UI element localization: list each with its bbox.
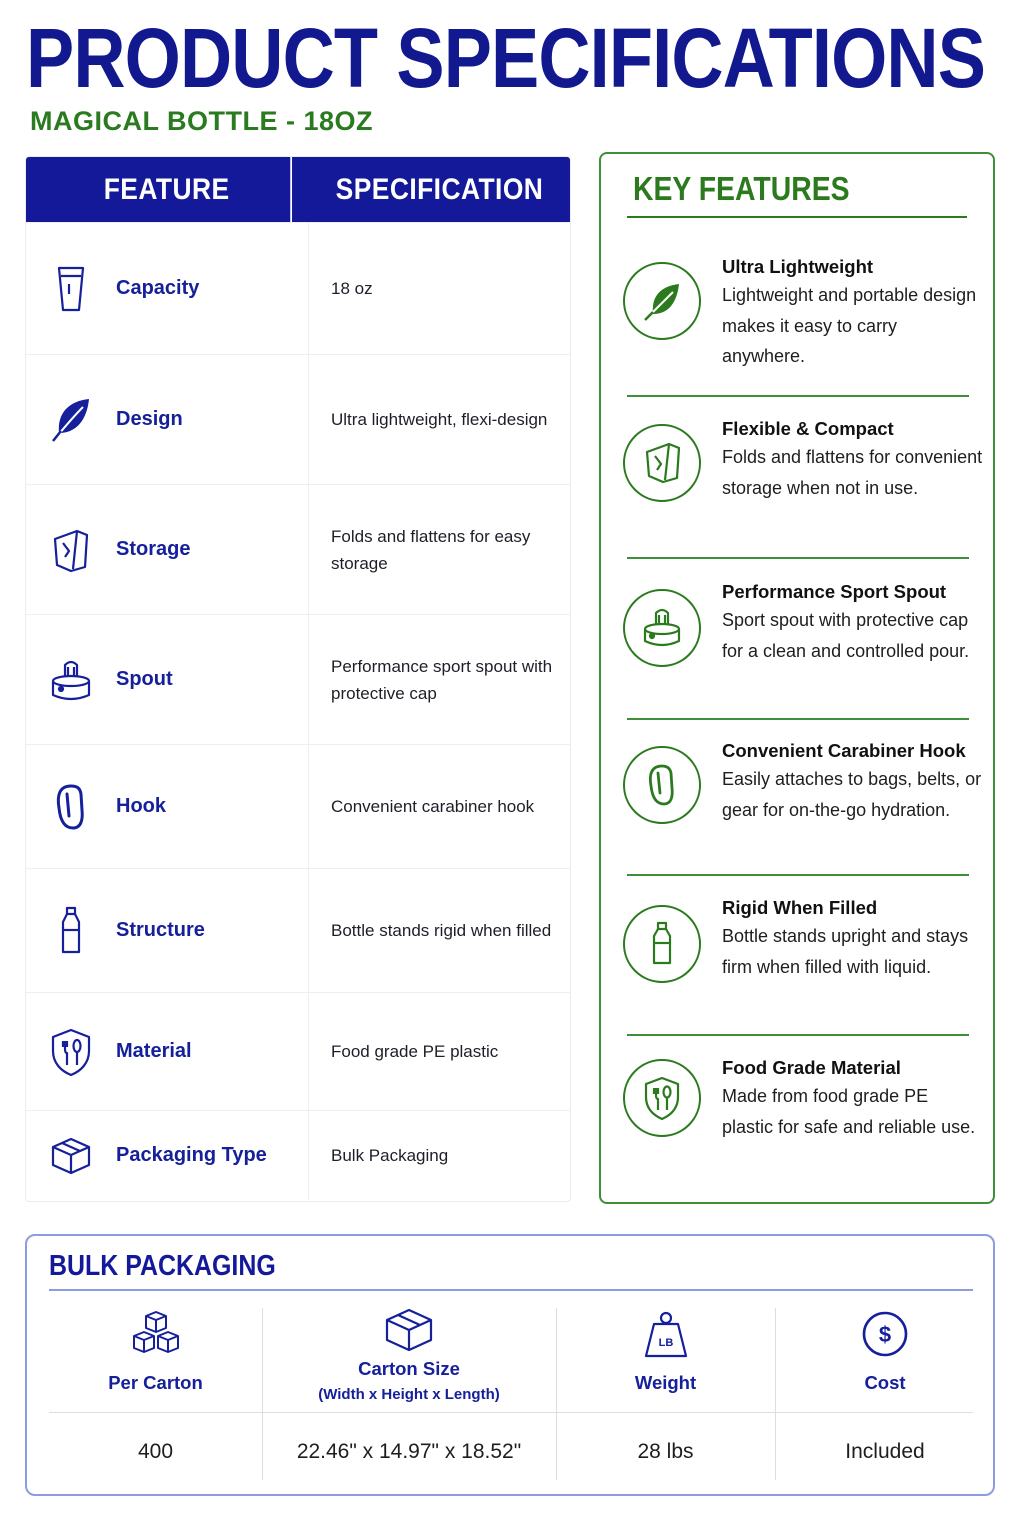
cup-icon <box>26 264 116 314</box>
feature-name: Hook <box>116 795 166 817</box>
spec-table-header <box>26 157 570 222</box>
box-icon <box>262 1304 556 1360</box>
spec-value: Folds and flattens for easy storage <box>331 526 531 573</box>
stacked-boxes-icon <box>49 1308 262 1364</box>
bulk-label: Weight <box>634 1372 697 1393</box>
key-features-panel <box>599 152 995 1204</box>
feature-heading: Rigid When Filled <box>722 897 878 918</box>
feature-description: Easily attaches to bags, belts, or gear for on-the-go hydration. <box>722 769 982 820</box>
key-features-title: KEY FEATURES <box>633 170 850 207</box>
feature-description: Bottle stands upright and stays firm when filled with liquid. <box>722 926 969 977</box>
feature-name: Structure <box>116 919 205 941</box>
spec-value: 18 oz <box>331 279 373 298</box>
feature-description: Lightweight and portable design makes it easy to carry anywhere. <box>722 285 977 366</box>
bulk-label: Carton Size <box>358 1358 460 1379</box>
divider <box>627 874 969 876</box>
table-row <box>26 744 570 868</box>
bulk-value: 22.46" x 14.97" x 18.52" <box>296 1440 522 1463</box>
table-row <box>26 614 570 744</box>
feature-heading: Performance Sport Spout <box>722 581 947 602</box>
spec-value: Bottle stands rigid when filled <box>331 921 552 940</box>
spout-cap-icon <box>623 589 701 667</box>
shield-utensils-icon <box>26 1027 116 1077</box>
weight-lb-icon <box>556 1308 775 1364</box>
feature-name: Material <box>116 1040 192 1062</box>
bulk-column-carton-size <box>262 1296 556 1486</box>
divider <box>49 1289 973 1291</box>
divider <box>627 395 969 397</box>
feature-heading: Convenient Carabiner Hook <box>722 740 966 761</box>
divider <box>627 557 969 559</box>
shield-utensils-icon <box>623 1059 701 1137</box>
bulk-sublabel: (Width x Height x Length) <box>318 1386 500 1403</box>
spec-value: Bulk Packaging <box>331 1146 449 1165</box>
feature-name: Storage <box>116 538 191 560</box>
spec-value: Convenient carabiner hook <box>331 797 535 816</box>
folded-pouch-icon <box>623 424 701 502</box>
table-row <box>26 222 570 354</box>
feature-description: Made from food grade PE plastic for safe and reliable use. <box>722 1086 976 1137</box>
box-icon <box>26 1131 116 1181</box>
leaf-icon <box>623 262 701 340</box>
bulk-label: Cost <box>864 1372 906 1393</box>
bulk-column-weight <box>556 1296 775 1486</box>
weight-icon-text: LB <box>658 1337 673 1349</box>
divider <box>627 718 969 720</box>
feature-heading: Ultra Lightweight <box>722 256 874 277</box>
feature-name: Packaging Type <box>116 1144 267 1166</box>
carabiner-icon <box>623 746 701 824</box>
spec-value: Performance sport spout with protective cap <box>331 656 553 703</box>
feature-description: Folds and flattens for convenient storage when not in use. <box>722 447 983 498</box>
feature-heading: Flexible & Compact <box>722 418 894 439</box>
table-row <box>26 992 570 1110</box>
bulk-packaging-title: BULK PACKAGING <box>49 1250 276 1282</box>
cost-icon-text: $ <box>878 1322 892 1347</box>
bulk-value: Included <box>845 1440 925 1463</box>
table-row <box>26 354 570 484</box>
specification-column-header: SPECIFICATION <box>335 172 544 206</box>
bottle-icon <box>26 906 116 956</box>
feature-name: Design <box>116 408 183 430</box>
table-row <box>26 484 570 614</box>
leaf-icon <box>26 395 116 445</box>
product-subtitle: MAGICAL BOTTLE - 18OZ <box>30 106 374 136</box>
feature-name: Spout <box>116 668 173 690</box>
spout-cap-icon <box>26 655 116 705</box>
table-row <box>26 1110 570 1200</box>
feature-heading: Food Grade Material <box>722 1057 901 1078</box>
bulk-packaging-panel <box>25 1234 995 1496</box>
bulk-value: 28 lbs <box>637 1440 694 1463</box>
bulk-label: Per Carton <box>108 1372 203 1393</box>
bottle-icon <box>623 905 701 983</box>
bulk-column-per-carton <box>49 1296 262 1486</box>
folded-pouch-icon <box>26 525 116 575</box>
bulk-column-cost <box>775 1296 995 1486</box>
carabiner-icon <box>26 782 116 832</box>
bulk-value: 400 <box>137 1440 174 1463</box>
divider <box>627 1034 969 1036</box>
divider <box>627 216 967 218</box>
spec-value: Food grade PE plastic <box>331 1042 499 1061</box>
page-title: PRODUCT SPECIFICATIONS <box>26 11 986 105</box>
feature-name: Capacity <box>116 277 200 299</box>
feature-description: Sport spout with protective cap for a clean and controlled pour. <box>722 610 970 661</box>
feature-column-header: FEATURE <box>43 157 292 222</box>
table-row <box>26 868 570 992</box>
spec-table <box>25 156 571 1202</box>
dollar-circle-icon <box>775 1308 995 1364</box>
spec-value: Ultra lightweight, flexi-design <box>331 410 548 429</box>
